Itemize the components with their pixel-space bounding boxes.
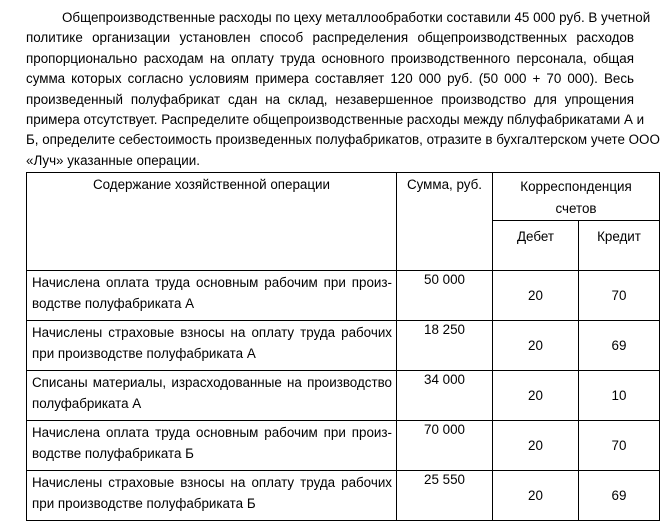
operation-line: Начислена оплата труда основным рабочим при произ- [32,275,392,290]
operation-line: Списаны материалы, израсходованные на производство [32,375,392,390]
sum-cell: 70 000 [397,421,493,471]
credit-cell: 69 [579,471,660,521]
sum-cell: 25 550 [397,471,493,521]
operation-cell [27,271,397,321]
paragraph-line: пропорционально расходам на оплату труда основного производственного персонала, общая [26,50,634,66]
paragraph-line: примера отсутствует. Распределите общепроизводственные расходы между пблуфабрикатами А и [26,112,645,128]
paragraph-line: Б, определите себестоимость произведенных полуфабрикатов, отразите в бухгалтерском учете ООО [26,132,660,148]
operation-line: при производстве полуфабриката Б [32,495,256,511]
header-debit: Дебет [493,221,579,271]
operation-cell [27,371,397,421]
credit-cell: 69 [579,321,660,371]
operation-line: Начислены страховые взносы на оплату труда рабочих [32,475,392,490]
task-paragraph [26,8,660,171]
table-row [27,421,660,471]
operation-cell [27,471,397,521]
debit-cell: 20 [493,421,579,471]
debit-cell: 20 [493,471,579,521]
operation-line: полуфабриката А [32,395,142,411]
header-correspondence [493,173,660,221]
paragraph-line: произведенный полуфабрикат сдан на склад, незавершенное производство для упрощения [26,91,634,107]
header-correspondence-line2: счетов [555,201,597,216]
debit-cell: 20 [493,271,579,321]
table-row [27,371,660,421]
header-operation: Содержание хозяйственной операции [27,173,397,271]
operations-table [26,172,660,521]
paragraph-line: сумма которых согласно условиям примера составляет 120 000 руб. (50 000 + 70 000). Весь [26,71,634,87]
table-row [27,321,660,371]
paragraph-line: «Луч» указанные операции. [26,152,200,168]
operation-line: Начислены страховые взносы на оплату труда рабочих [32,325,392,340]
operation-cell [27,321,397,371]
operation-line: Начислена оплата труда основным рабочим при произ- [32,425,392,440]
header-correspondence-line1: Корреспонденция [520,179,632,194]
header-credit: Кредит [579,221,660,271]
sum-cell: 34 000 [397,371,493,421]
operation-line: водстве полуфабриката Б [32,445,194,461]
sum-cell: 18 250 [397,321,493,371]
credit-cell: 70 [579,421,660,471]
table-row [27,471,660,521]
header-sum: Сумма, руб. [397,173,493,271]
operation-line: при производстве полуфабриката А [32,345,256,361]
paragraph-line: Общепроизводственные расходы по цеху металлообработки составили 45 000 руб. В учетной [62,10,651,25]
credit-cell: 10 [579,371,660,421]
operation-cell [27,421,397,471]
debit-cell: 20 [493,371,579,421]
debit-cell: 20 [493,321,579,371]
sum-cell: 50 000 [397,271,493,321]
paragraph-line: политике организации установлен способ распределения общепроизводственных расходов [26,30,634,46]
table-row [27,271,660,321]
operation-line: водстве полуфабриката А [32,295,195,311]
credit-cell: 70 [579,271,660,321]
